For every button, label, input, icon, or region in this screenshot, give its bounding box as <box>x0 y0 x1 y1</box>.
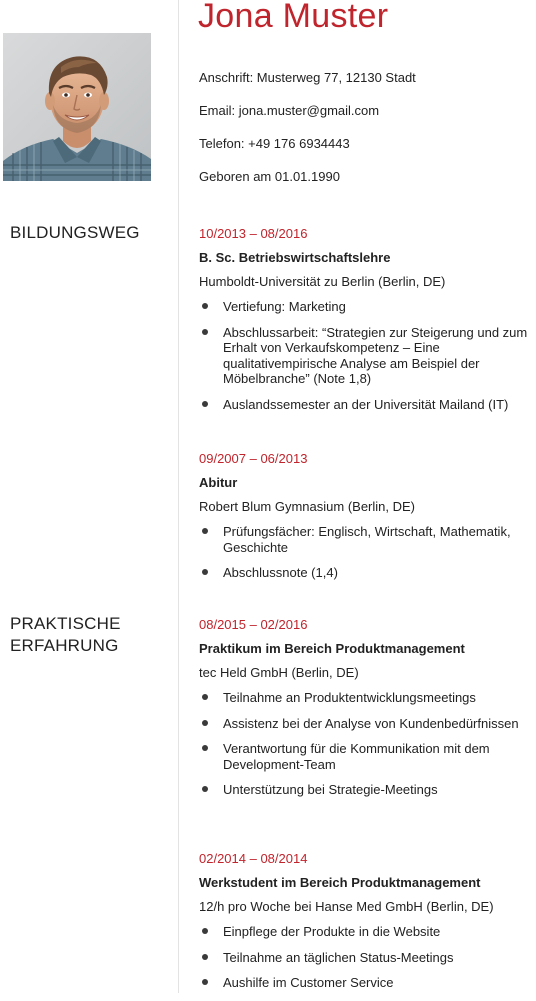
list-item-text: Teilnahme an Produktentwicklungsmeetings <box>223 690 476 705</box>
entry-institution: Humboldt-Universität zu Berlin (Berlin, DE) <box>199 274 446 289</box>
list-item <box>199 325 535 387</box>
entry-degree: B. Sc. Betriebswirtschaftslehre <box>199 250 391 265</box>
experience-entry <box>199 617 535 808</box>
entry-institution: Robert Blum Gymnasium (Berlin, DE) <box>199 499 415 514</box>
section-title-experience <box>10 613 121 657</box>
entry-bullet-list <box>199 524 535 581</box>
list-item <box>199 565 535 581</box>
list-item <box>199 741 535 772</box>
list-item-text: Abschlussnote (1,4) <box>223 565 338 580</box>
section-title-line: PRAKTISCHE <box>10 614 121 633</box>
list-item-text: Einpflege der Produkte in die Website <box>223 924 441 939</box>
list-item-text: Prüfungsfächer: Englisch, Wirtschaft, Mathematik, Geschichte <box>223 524 511 555</box>
list-item-text: Assistenz bei der Analyse von Kundenbedürfnissen <box>223 715 519 731</box>
experience-entry <box>199 851 535 1001</box>
education-entry <box>199 451 535 591</box>
entry-role: Praktikum im Bereich Produktmanagement <box>199 641 465 656</box>
bullet-icon <box>202 745 208 751</box>
list-item <box>199 524 535 555</box>
section-title-line: ERFAHRUNG <box>10 636 119 655</box>
portrait-photo <box>3 33 151 181</box>
list-item <box>199 950 535 966</box>
bullet-icon <box>202 954 208 960</box>
bullet-icon <box>202 720 208 726</box>
list-item <box>199 299 535 315</box>
list-item-text: Verantwortung für die Kommunikation mit dem Development-Team <box>223 741 490 772</box>
list-item <box>199 782 535 798</box>
list-item <box>199 397 535 413</box>
entry-company: 12/h pro Woche bei Hanse Med GmbH (Berlin, DE) <box>199 899 494 914</box>
list-item <box>199 975 535 991</box>
list-item-text: Abschlussarbeit: “Strategien zur Steigerung und zum Erhalt von Verkaufskompetenz – Eine qualitativempirische Analyse am Beispiel der Möbelbranche” (Note 1,8) <box>223 324 528 386</box>
bullet-icon <box>202 694 208 700</box>
contact-phone[interactable]: Telefon: +49 176 6934443 <box>199 136 350 151</box>
entry-bullet-list <box>199 924 535 991</box>
entry-bullet-list <box>199 690 535 798</box>
column-divider <box>178 0 179 993</box>
contact-address: Anschrift: Musterweg 77, 12130 Stadt <box>199 70 416 85</box>
contact-email[interactable]: Email: jona.muster@gmail.com <box>199 103 380 118</box>
contact-birth-date: Geboren am 01.01.1990 <box>199 169 340 184</box>
entry-period: 02/2014 – 08/2014 <box>199 851 308 866</box>
list-item <box>199 924 535 940</box>
list-item-text: Auslandssemester an der Universität Mailand (IT) <box>223 396 509 412</box>
list-item-text: Unterstützung bei Strategie-Meetings <box>223 782 438 797</box>
list-item-text: Vertiefung: Marketing <box>223 299 346 314</box>
list-item-text: Aushilfe im Customer Service <box>223 975 394 990</box>
education-entry <box>199 226 535 422</box>
bullet-icon <box>202 786 208 792</box>
entry-company: tec Held GmbH (Berlin, DE) <box>199 665 359 680</box>
bullet-icon <box>202 569 208 575</box>
candidate-name: Jona Muster <box>198 0 389 35</box>
entry-period: 10/2013 – 08/2016 <box>199 226 308 241</box>
bullet-icon <box>202 329 208 335</box>
list-item <box>199 690 535 706</box>
bullet-icon <box>202 928 208 934</box>
entry-role: Werkstudent im Bereich Produktmanagement <box>199 875 481 890</box>
list-item-text: Teilnahme an täglichen Status-Meetings <box>223 949 454 965</box>
entry-period: 08/2015 – 02/2016 <box>199 617 308 632</box>
bullet-icon <box>202 401 208 407</box>
entry-bullet-list <box>199 299 535 412</box>
list-item <box>199 716 535 732</box>
entry-period: 09/2007 – 06/2013 <box>199 451 308 466</box>
bullet-icon <box>202 979 208 985</box>
bullet-icon <box>202 303 208 309</box>
bullet-icon <box>202 528 208 534</box>
section-title-education: BILDUNGSWEG <box>10 223 140 242</box>
entry-degree: Abitur <box>199 475 238 490</box>
